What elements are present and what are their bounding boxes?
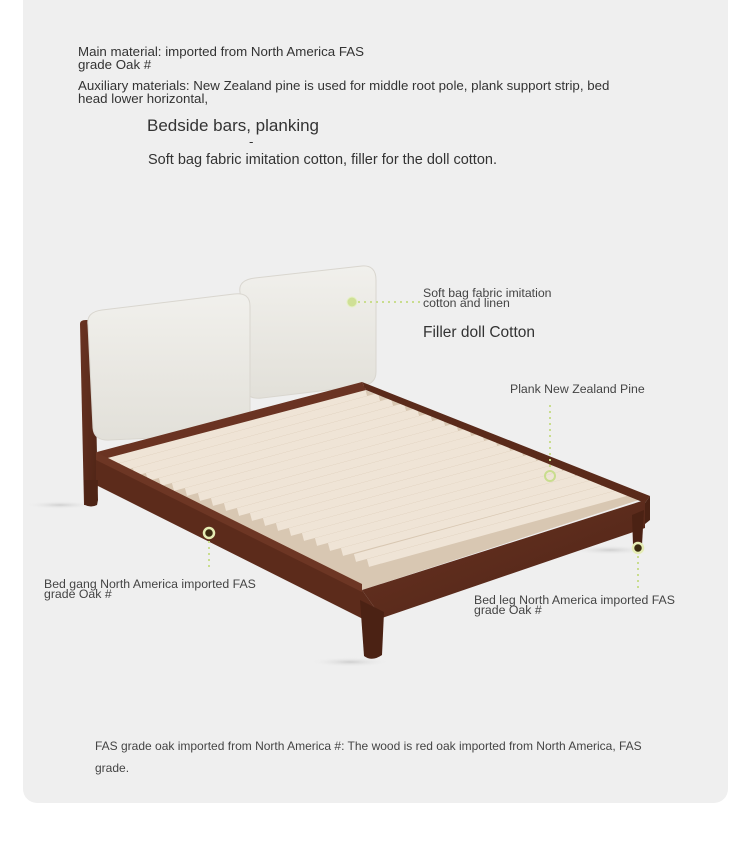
callout-bed-gang-line2: grade Oak # xyxy=(44,587,112,601)
leg-back-left xyxy=(84,480,98,507)
main-material-line2: grade Oak # xyxy=(78,57,152,72)
separator-dash: - xyxy=(249,134,254,149)
callout-bed-leg-line2: grade Oak # xyxy=(474,603,542,617)
headboard-cushion-right xyxy=(240,266,376,398)
auxiliary-materials-line2: head lower horizontal, xyxy=(78,91,209,106)
callout-cushion-line1: Soft bag fabric imitation xyxy=(423,286,552,300)
callout-cushion-line2: cotton and linen xyxy=(423,296,510,310)
callout-bed-leg-line1: Bed leg North America imported FAS xyxy=(474,593,675,607)
leg-front-right xyxy=(632,510,644,547)
callout-bed-leg xyxy=(633,543,643,588)
soft-bag-description: Soft bag fabric imitation cotton, filler for the doll cotton. xyxy=(148,152,497,168)
callout-plank: Plank New Zealand Pine xyxy=(510,382,645,396)
callout-bed-gang-line1: Bed gang North America imported FAS xyxy=(44,577,256,591)
auxiliary-materials-line1: Auxiliary materials: New Zealand pine is used for middle root pole, plank support strip, bed xyxy=(78,78,610,93)
leg-shadow xyxy=(310,657,390,667)
bedside-bars-heading: Bedside bars, planking xyxy=(147,116,320,135)
main-material-line1: Main material: imported from North America FAS xyxy=(78,44,364,59)
footer-note: FAS grade oak imported from North America #: The wood is red oak imported from North America, FAS grade. xyxy=(95,739,642,775)
callout-bed-gang xyxy=(204,528,214,570)
callout-filler: Filler doll Cotton xyxy=(423,324,535,341)
